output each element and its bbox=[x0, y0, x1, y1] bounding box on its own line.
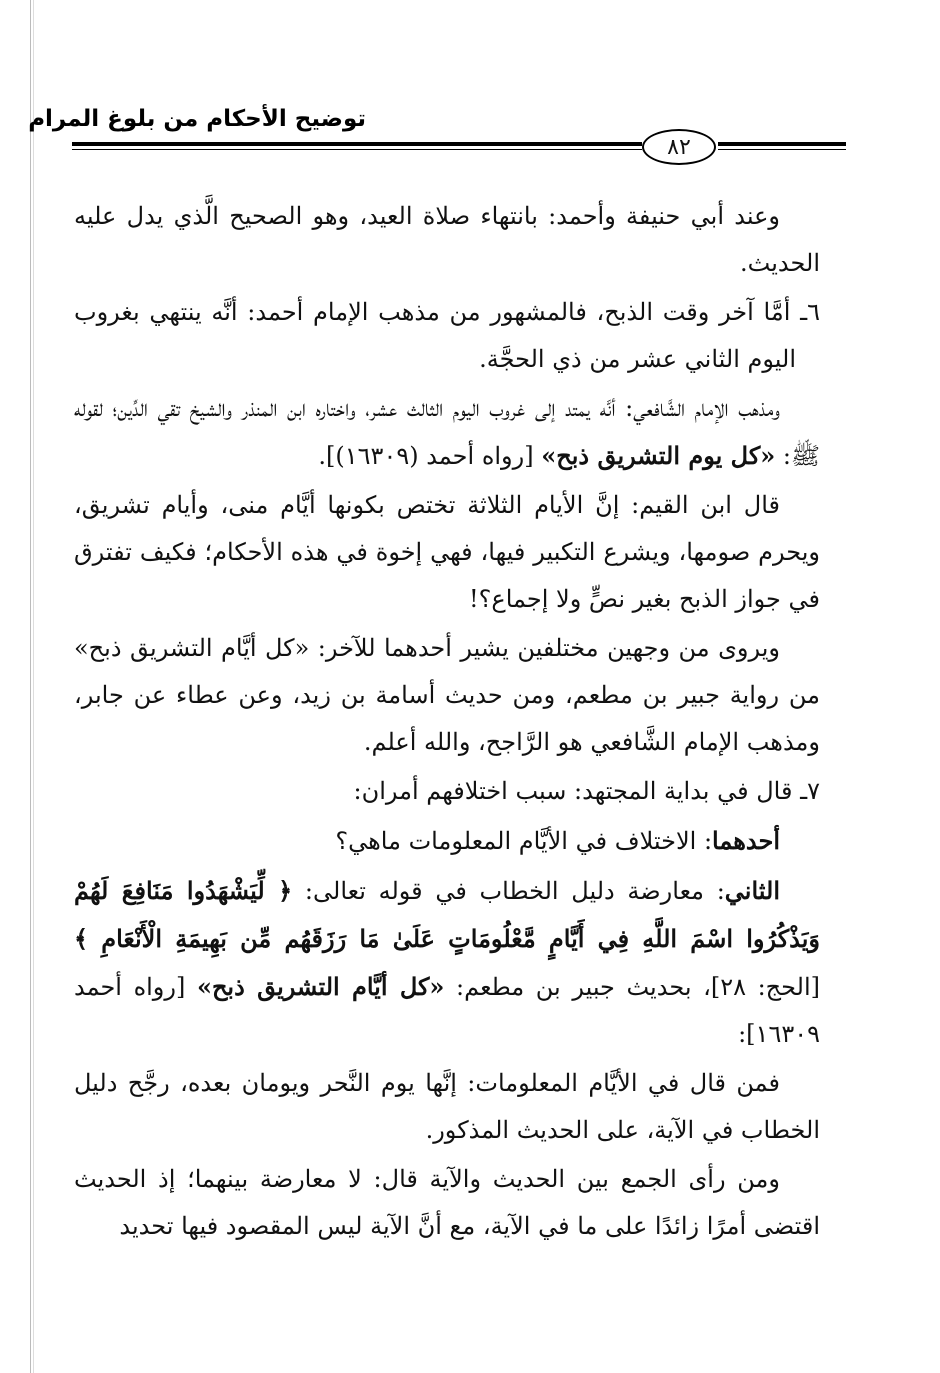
verse-citation: [الحج: ٢٨]، بحديث جبير بن مطعم: bbox=[444, 973, 820, 1001]
body-text bbox=[74, 193, 820, 1252]
citation: [رواه أحمد ١٦٣٠٩]: bbox=[74, 973, 820, 1048]
citation: [رواه أحمد (١٦٣٠٩)]. bbox=[318, 442, 542, 470]
header-rule-left-thin bbox=[72, 149, 642, 150]
paragraph-narrations: ويروى من وجهين مختلفين يشير أحدهما للآخر: «كل أيَّام التشريق ذبح» من رواية جبير بن مطعم، ومن حديث أسامة بن زيد، وعن عطاء عن جابر، ومذهب الإمام الشَّافعي هو الرَّاجح، والله أعلم. bbox=[74, 634, 820, 756]
header-rule-right-thin bbox=[718, 149, 846, 150]
reason-text: : الاختلاف في الأيَّام المعلومات ماهي؟ bbox=[335, 827, 713, 855]
hadith-quote: «كل أيَّام التشريق ذبح» bbox=[196, 972, 445, 1001]
paragraph-point-7: ٧ـ قال في بداية المجتهد: سبب اختلافهم أمران: bbox=[353, 777, 820, 805]
paragraph-shafii bbox=[74, 385, 820, 480]
paragraph-second-reason bbox=[74, 867, 820, 1058]
paragraph-second-view: ومن رأى الجمع بين الحديث والآية قال: لا معارضة بينهما؛ إذ الحديث اقتضى أمرًا زائدًا على ما في الآية، مع أنَّ الآية ليس المقصود فيها تحديد bbox=[74, 1165, 820, 1240]
running-title: توضيح الأحكام من بلوغ المرام bbox=[28, 106, 366, 132]
page-binding-edge bbox=[30, 0, 34, 1373]
reason-label: أحدهما bbox=[712, 826, 780, 855]
header-rule-left bbox=[72, 142, 642, 146]
hadith-quote: «كل يوم التشريق ذبح» bbox=[541, 441, 776, 470]
paragraph-point-6: ٦ـ أمَّا آخر وقت الذبح، فالمشهور من مذهب الإمام أحمد: أنَّه ينتهي بغروب اليوم الثاني عشر من ذي الحجَّة. bbox=[74, 298, 820, 373]
paragraph-first-reason bbox=[74, 817, 820, 865]
reason-label: الثاني bbox=[724, 876, 780, 905]
paragraph-1: وعند أبي حنيفة وأحمد: بانتهاء صلاة العيد، وهو الصحيح الَّذي يدل عليه الحديث. bbox=[74, 202, 820, 277]
quran-verse: ﴿ لِّيَشْهَدُوا مَنَافِعَ لَهُمْ وَيَذْكُرُوا اسْمَ اللَّهِ فِي أَيَّامٍ مَّعْلُومَاتٍ عَلَىٰ مَا رَزَقَهُم مِّن بَهِيمَةِ الْأَنْعَامِ ﴾ bbox=[74, 876, 820, 953]
reason-text: : معارضة دليل الخطاب في قوله تعالى: bbox=[292, 877, 725, 905]
header-rule-right bbox=[718, 142, 846, 146]
paragraph-first-view: فمن قال في الأيَّام المعلومات: إنَّها يوم النَّحر ويومان بعده، رجَّح دليل الخطاب في الآية، على الحديث المذكور. bbox=[74, 1069, 820, 1144]
paragraph-text: ومذهب الإمام الشَّافعي: أنَّه يمتد إلى غروب اليوم الثالث عشر، واختاره ابن المنذر والشيخ تقي الدِّين؛ لقوله ﷺ: bbox=[74, 394, 820, 470]
page-number: ٨٢ bbox=[642, 129, 716, 165]
paragraph-ibn-qayyim: قال ابن القيم: إنَّ الأيام الثلاثة تختص بكونها أيَّام منى، وأيام تشريق، ويحرم صومها، ويشرع التكبير فيها، فهي إخوة في هذه الأحكام؛ فكيف تفترق في جواز الذبح بغير نصٍّ ولا إجماع؟! bbox=[74, 491, 820, 613]
